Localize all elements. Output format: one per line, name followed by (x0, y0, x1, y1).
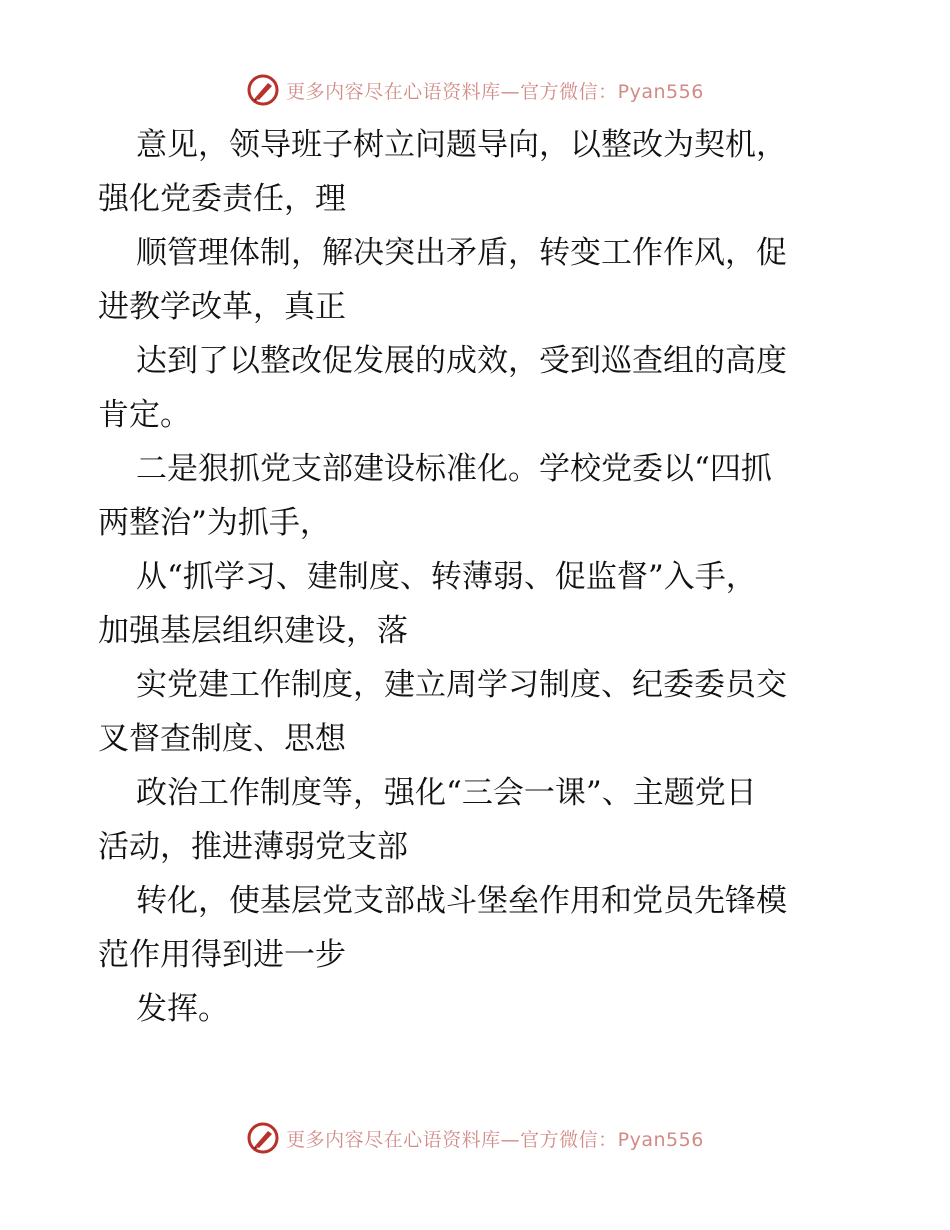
paragraph (98, 226, 858, 334)
paragraph-line: 达到了以整改促发展的成效，受到巡查组的高度 (136, 343, 787, 379)
paragraph-line: 转化，使基层党支部战斗堡垒作用和党员先锋模 (136, 883, 787, 919)
paragraph-line: 政治工作制度等，强化“三会一课”、主题党日 (136, 775, 757, 811)
paragraph-line: 活动，推进薄弱党支部 (98, 829, 408, 865)
paragraph (98, 334, 858, 442)
paragraph-line: 从“抓学习、建制度、转薄弱、促监督”入手， (136, 559, 757, 595)
paragraph-line: 强化党委责任，理 (98, 181, 346, 217)
footer-banner (0, 1118, 950, 1158)
paragraph-line: 发挥。 (136, 991, 229, 1027)
paragraph (98, 766, 858, 874)
paragraph (98, 442, 858, 550)
paragraph-line: 两整治”为抓手， (98, 505, 331, 541)
paragraph-line: 实党建工作制度，建立周学习制度、纪委委员交 (136, 667, 787, 703)
document-body (98, 118, 858, 1036)
paragraph-line: 叉督查制度、思想 (98, 721, 346, 757)
paragraph-line: 意见，领导班子树立问题导向，以整改为契机， (136, 127, 787, 163)
red-pen-logo-icon (246, 1121, 280, 1155)
paragraph-line: 加强基层组织建设，落 (98, 613, 408, 649)
paragraph (98, 874, 858, 982)
red-pen-logo-icon (246, 73, 280, 107)
paragraph (98, 982, 858, 1036)
paragraph (98, 550, 858, 658)
paragraph (98, 658, 858, 766)
paragraph-line: 进教学改革，真正 (98, 289, 346, 325)
paragraph-line: 二是狠抓党支部建设标准化。学校党委以“四抓 (136, 451, 772, 487)
header-brand-text: 更多内容尽在心语资料库—官方微信：Pyan556 (286, 80, 704, 103)
paragraph (98, 118, 858, 226)
paragraph-line: 范作用得到进一步 (98, 937, 346, 973)
header-banner (0, 70, 950, 110)
paragraph-line: 肯定。 (98, 397, 191, 433)
paragraph-line: 顺管理体制，解决突出矛盾，转变工作作风，促 (136, 235, 787, 271)
footer-brand-text: 更多内容尽在心语资料库—官方微信：Pyan556 (286, 1128, 704, 1151)
